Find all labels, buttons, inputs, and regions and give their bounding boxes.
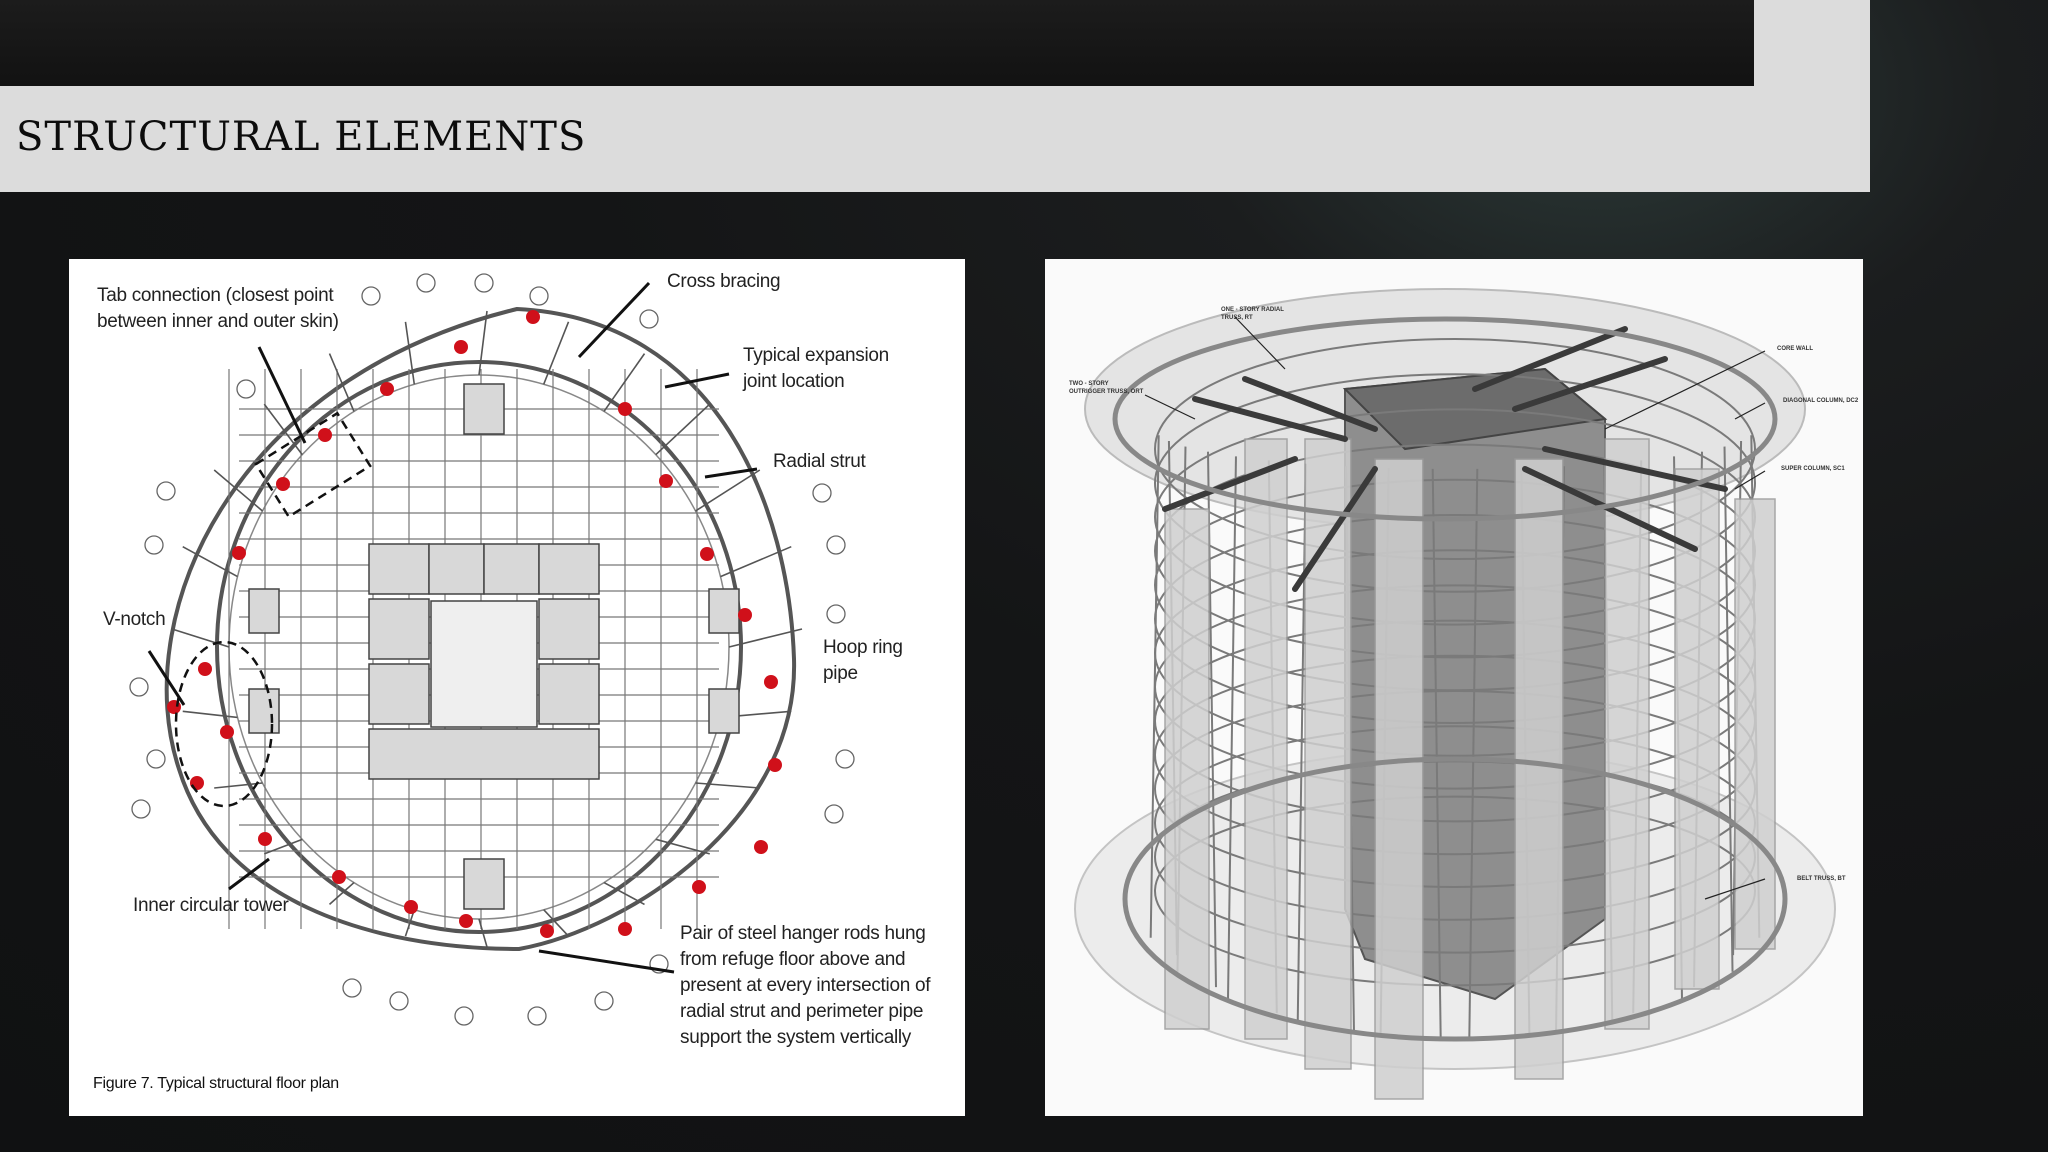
core-walls xyxy=(249,384,739,909)
column-block xyxy=(464,384,504,434)
hanger-marker xyxy=(459,914,473,928)
label-hoop-ring-pipe: Hoop ring pipe xyxy=(823,637,903,684)
grid-bubble xyxy=(475,274,493,292)
hanger-marker xyxy=(754,840,768,854)
grid-bubble xyxy=(827,536,845,554)
core-cell xyxy=(369,544,429,594)
hanger-marker xyxy=(738,608,752,622)
slide-title: STRUCTURAL ELEMENTS xyxy=(16,114,587,160)
hanger-marker xyxy=(540,924,554,938)
grid-bubble xyxy=(836,750,854,768)
hanger-marker xyxy=(380,382,394,396)
super-column xyxy=(1375,459,1423,1099)
hanger-marker xyxy=(198,662,212,676)
grid-bubble xyxy=(530,287,548,305)
floor-plan-figure xyxy=(69,259,965,1116)
column-block xyxy=(249,689,279,733)
grid-bubble xyxy=(145,536,163,554)
grid-bubble xyxy=(827,605,845,623)
grid-bubble xyxy=(417,274,435,292)
title-bar xyxy=(0,86,1870,192)
grid-bubble xyxy=(132,800,150,818)
label-expansion-joint: Typical expansion joint location xyxy=(743,345,889,392)
label-v-notch: V-notch xyxy=(103,609,166,630)
grid-bubble xyxy=(640,310,658,328)
core-cell xyxy=(369,664,429,724)
hanger-marker xyxy=(220,725,234,739)
core-cell xyxy=(484,544,539,594)
grid-bubble xyxy=(237,380,255,398)
grid-bubble xyxy=(455,1007,473,1025)
hanger-marker xyxy=(332,870,346,884)
hanger-marker xyxy=(232,546,246,560)
figure-caption: Figure 7. Typical structural floor plan xyxy=(93,1075,339,1092)
super-column xyxy=(1245,439,1287,1039)
core-cell xyxy=(539,544,599,594)
hanger-marker xyxy=(526,310,540,324)
hanger-marker xyxy=(454,340,468,354)
hanger-marker xyxy=(700,547,714,561)
axonometric-drawing xyxy=(1045,259,1863,1116)
super-column xyxy=(1735,499,1775,949)
hanger-marker xyxy=(190,776,204,790)
label-core-wall: CORE WALL xyxy=(1777,346,1813,352)
hanger-marker xyxy=(276,477,290,491)
radial-strut xyxy=(214,470,262,511)
super-column xyxy=(1165,509,1209,1029)
hanger-marker xyxy=(618,402,632,416)
core-cell xyxy=(539,664,599,724)
label-outrigger-truss: TWO - STORY OUTRIGGER TRUSS, ORT xyxy=(1069,381,1144,395)
label-belt-truss: BELT TRUSS, BT xyxy=(1797,876,1846,882)
hanger-marker xyxy=(618,922,632,936)
label-inner-circular-tower: Inner circular tower xyxy=(133,895,289,916)
label-diagonal-column: DIAGONAL COLUMN, DC2 xyxy=(1783,398,1859,404)
hanger-marker xyxy=(764,675,778,689)
radial-strut xyxy=(656,404,710,455)
grid-bubble xyxy=(157,482,175,500)
label-tab-connection: Tab connection (closest point between inner and outer skin) xyxy=(97,285,339,332)
column-block xyxy=(464,859,504,909)
grid-bubble xyxy=(130,678,148,696)
label-super-column: SUPER COLUMN, SC1 xyxy=(1781,466,1845,472)
column-block xyxy=(709,689,739,733)
core-cell xyxy=(369,729,599,779)
hanger-marker xyxy=(768,758,782,772)
core-cell xyxy=(369,599,429,659)
grid-bubble xyxy=(390,992,408,1010)
grid-bubble xyxy=(825,805,843,823)
grid-bubble xyxy=(343,979,361,997)
label-radial-truss: ONE - STORY RADIAL TRUSS, RT xyxy=(1221,307,1284,321)
hanger-marker xyxy=(318,428,332,442)
hanger-marker xyxy=(659,474,673,488)
grid-bubble xyxy=(813,484,831,502)
column-block xyxy=(709,589,739,633)
hanger-marker xyxy=(404,900,418,914)
label-hanger-rods: Pair of steel hanger rods hung from refuge floor above and present at every intersection of radial strut and perimeter pipe support the system vertically xyxy=(680,923,931,1048)
column-block xyxy=(249,589,279,633)
core-cell xyxy=(429,544,484,594)
axonometric-figure xyxy=(1045,259,1863,1116)
hanger-marker xyxy=(258,832,272,846)
core-cell xyxy=(539,599,599,659)
grid-bubble xyxy=(528,1007,546,1025)
label-radial-strut: Radial strut xyxy=(773,451,866,472)
radial-strut xyxy=(172,629,229,647)
top-tab-accent xyxy=(1754,0,1870,86)
core-center xyxy=(431,601,537,727)
hanger-marker xyxy=(692,880,706,894)
grid-bubble xyxy=(147,750,165,768)
tab-connection-callout xyxy=(256,413,370,516)
super-column xyxy=(1305,439,1351,1069)
label-cross-bracing: Cross bracing xyxy=(667,271,781,292)
grid-bubble xyxy=(595,992,613,1010)
super-column xyxy=(1515,459,1563,1079)
top-banner xyxy=(0,0,1754,86)
